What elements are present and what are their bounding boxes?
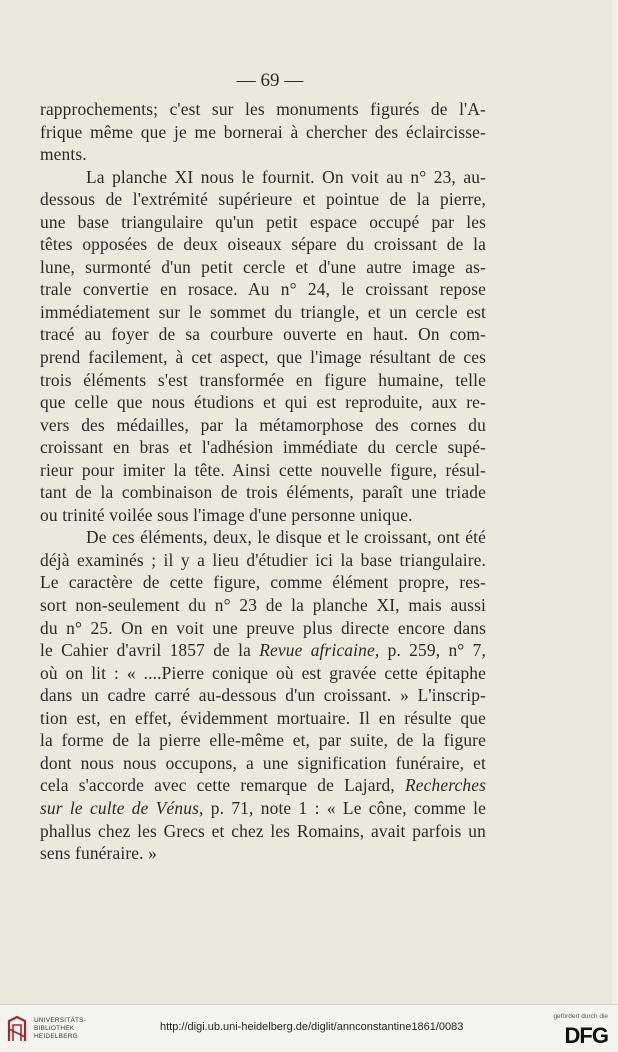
text-line: tion est, en effet, évidemment mortuaire. Il en résulte que <box>40 707 486 728</box>
library-name-line: HEIDELBERG <box>34 1033 78 1040</box>
library-name-line: BIBLIOTHEK <box>34 1025 75 1032</box>
text-line: une base triangulaire qu'un petit espace occupé par les <box>40 211 486 232</box>
text-line: dessous de l'extrémité supérieure et pointue de la pierre, <box>40 189 486 210</box>
text-line: dont nous nous occupons, a une signification funéraire, et <box>40 752 486 773</box>
text-line: rapprochements; c'est sur les monuments figurés de l'A- <box>40 99 486 119</box>
body-text <box>40 98 486 865</box>
text-segment: le Cahier d'avril 1857 de la <box>40 640 260 661</box>
text-line: la forme de la pierre elle-même et, par suite, de la figure <box>40 730 486 751</box>
text-line: têtes opposées de deux oiseaux sépare du croissant de la <box>40 234 486 255</box>
italic-title: sur le culte de Vénus, <box>40 797 204 818</box>
text-line: sort non-seulement du n° 23 de la planche XI, mais aussi <box>40 595 486 616</box>
text-line: déjà examinés ; il y a lieu d'étudier ici la base triangulaire. <box>40 549 486 570</box>
text-segment: p. 259, n° 7, <box>379 640 486 661</box>
text-line: immédiatement sur le sommet du triangle, et un cercle est <box>40 301 486 322</box>
text-line-mixed <box>40 639 486 662</box>
text-line: ments. <box>40 144 87 165</box>
italic-title: Recherches <box>405 775 486 796</box>
text-line: rieur pour imiter la tête. Ainsi cette nouvelle figure, résul- <box>40 459 486 480</box>
text-line: phallus chez les Grecs et chez les Romains, avait parfois un <box>40 820 486 841</box>
text-line: prend facilement, à cet aspect, que l'image résultant de ces <box>40 347 486 368</box>
library-name-line: UNIVERSITÄTS- <box>34 1017 87 1024</box>
text-line: sens funéraire. » <box>40 843 157 864</box>
university-library-logo-icon <box>6 1015 28 1043</box>
text-line: tracé au foyer de sa courbure ouverte en haut. On com- <box>40 324 486 345</box>
text-line: De ces éléments, deux, le disque et le croissant, ont été <box>86 527 486 548</box>
funding-caption: gefördert durch die <box>553 1013 608 1020</box>
text-line: croissant en bras et l'adhésion immédiate du cercle supé- <box>40 437 486 458</box>
text-line: trale convertie en rosace. Au n° 24, le croissant repose <box>40 279 486 300</box>
dfg-logo: DFG <box>564 1023 608 1048</box>
text-line: que celle que nous étudions et qui est reproduite, aux re- <box>40 392 486 413</box>
italic-title: Revue africaine, <box>259 640 380 661</box>
viewer-footer <box>0 1004 618 1052</box>
text-line: ou trinité voilée sous l'image d'une personne unique. <box>40 504 413 525</box>
text-line: où on lit : « ....Pierre conique où est gravée cette épitaphe <box>40 662 486 683</box>
text-line: Le caractère de cette figure, comme élément propre, res- <box>40 572 486 593</box>
text-segment: cela s'accorde avec cette remarque de Lajard, <box>40 775 405 796</box>
text-line: vers des médailles, par la métamorphose des cornes du <box>40 414 486 435</box>
permalink-url[interactable]: http://digi.ub.uni-heidelberg.de/diglit/annconstantine1861/0083 <box>160 1021 464 1033</box>
text-line-mixed <box>40 797 486 820</box>
text-line: frique même que je me bornerai à chercher des éclaircisse- <box>40 121 486 142</box>
text-line: lune, surmonté d'un petit cercle et d'une autre image as- <box>40 256 486 277</box>
text-line: La planche XI nous le fournit. On voit au n° 23, au- <box>86 166 486 187</box>
library-name <box>34 1017 86 1041</box>
page-number: — 69 — <box>236 70 304 91</box>
text-line: tant de la combinaison de trois éléments, paraît une triade <box>40 482 486 503</box>
text-line-mixed <box>40 774 486 797</box>
text-line: trois éléments s'est transformée en figure humaine, telle <box>40 369 486 390</box>
text-line: dans un cadre carré au-dessous d'un croissant. » L'inscrip- <box>40 685 486 706</box>
text-line: du n° 25. On en voit une preuve plus directe encore dans <box>40 617 486 638</box>
text-segment: p. 71, note 1 : « Le cône, comme le <box>203 797 486 818</box>
